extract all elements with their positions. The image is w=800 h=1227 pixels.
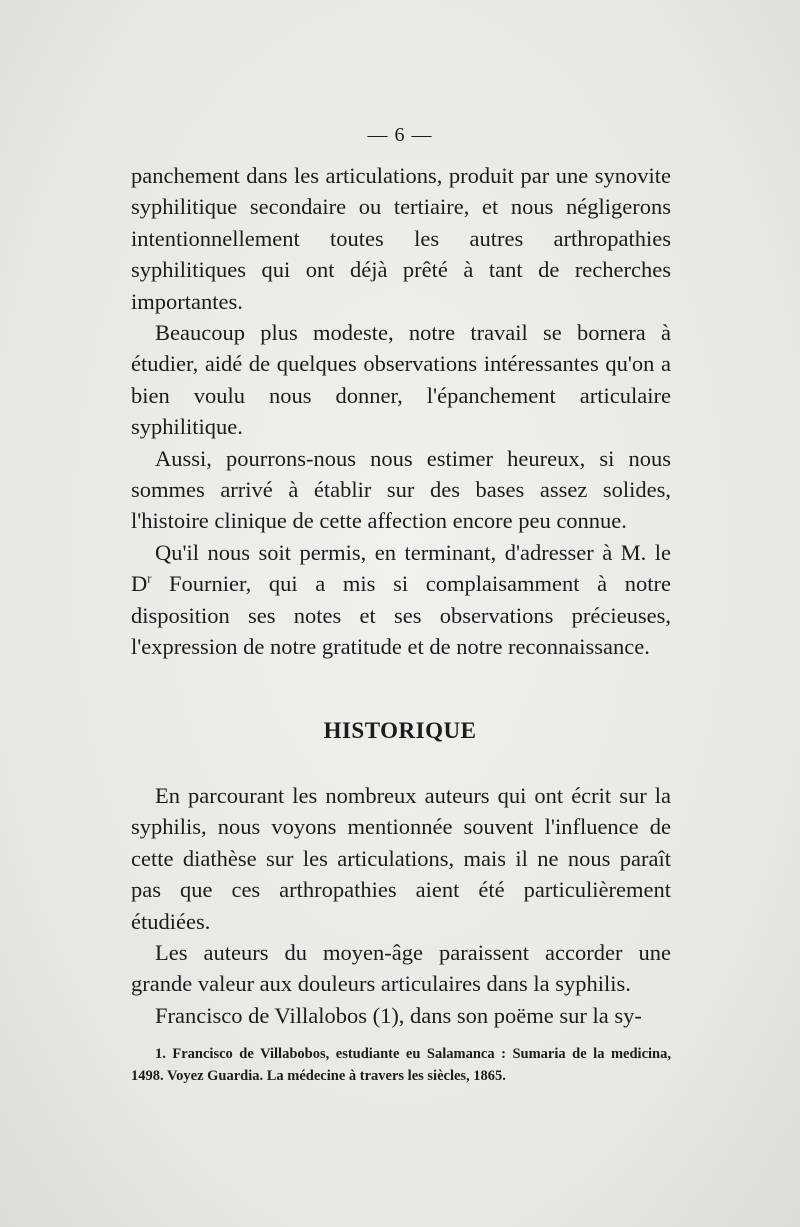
paragraph-4 (131, 537, 671, 663)
paragraph-2: Beaucoup plus modeste, notre travail se bornera à étudier, aidé de quelques observations intéressantes qu'on a bien voulu nous donner, l'épanchement articulaire syphilitique. (131, 320, 671, 440)
section-heading: HISTORIQUE (323, 718, 477, 743)
body-text-intro (131, 160, 671, 663)
paragraph-6: Les auteurs du moyen-âge paraissent accorder une grande valeur aux douleurs articulaires dans la syphilis. (131, 940, 671, 997)
body-text-historique (131, 780, 671, 1031)
paragraph-5: En parcourant les nombreux auteurs qui ont écrit sur la syphilis, nous voyons mentionnée souvent l'influence de cette diathèse sur les articulations, mais il ne nous paraît pas que ces arthropathies aient été particulièrement étudiées. (131, 783, 671, 934)
paragraph-1: panchement dans les articulations, produit par une synovite syphilitique secondaire ou tertiaire, et nous négligerons intentionnellement toutes les autres arthropathies syphilitiques qui ont déjà prêté à tant de recherches importantes. (131, 163, 671, 314)
paragraph-4-end: Fournier, qui a mis si complaisamment à notre disposition ses notes et ses observations précieuses, l'expression de notre gratitude et de notre reconnaissance. (131, 571, 671, 660)
page-number: — 6 — (367, 124, 433, 146)
paragraph-7: Francisco de Villalobos (1), dans son poëme sur la sy- (155, 1002, 642, 1028)
paragraph-4-start: Qu'il nous soit permis, en terminant, d'adresser à M. le D (131, 539, 671, 597)
footnote-text: 1. Francisco de Villabobos, estudiante eu Salamanca : Sumaria de la medicina, 1498. Voyez Guardia. La médecine à travers les siècles, 1865. (131, 1046, 671, 1084)
doctor-abbrev-sup: r (147, 571, 152, 586)
paragraph-3: Aussi, pourrons-nous nous estimer heureux, si nous sommes arrivé à établir sur des bases assez solides, l'histoire clinique de cette affection encore peu connue. (131, 445, 671, 534)
footnote (131, 1043, 671, 1087)
